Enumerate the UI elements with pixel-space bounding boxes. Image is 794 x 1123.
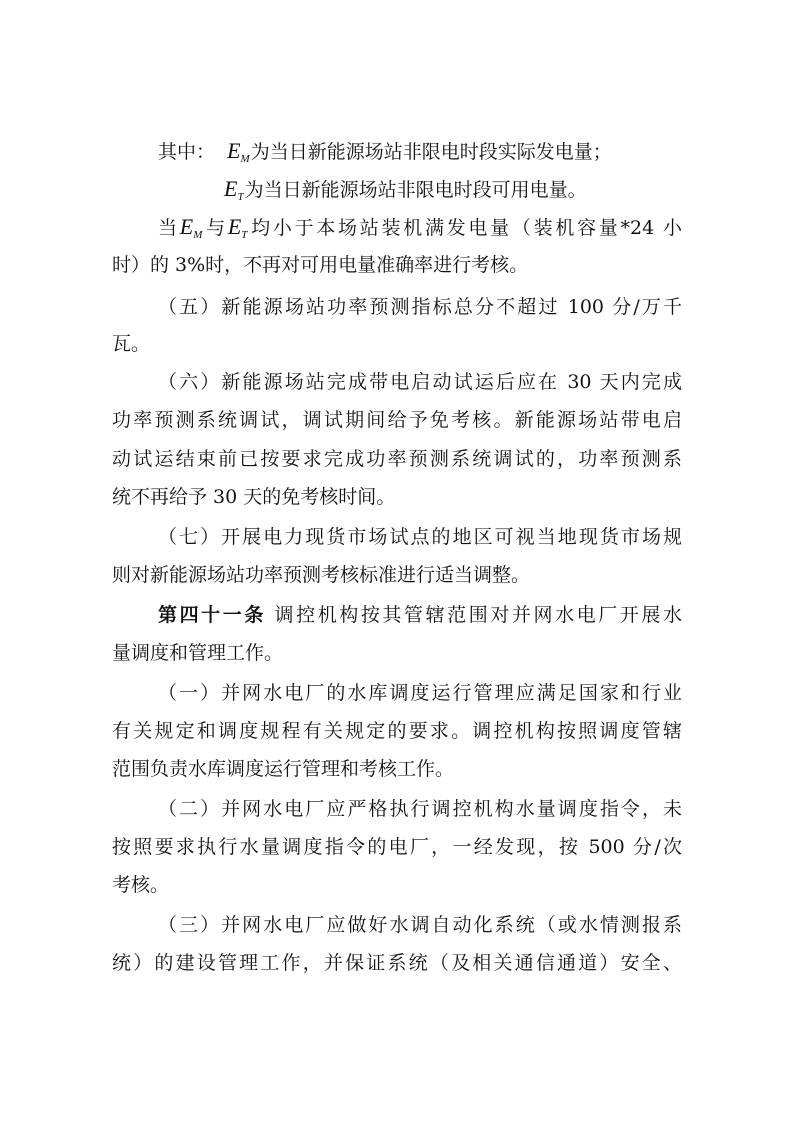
article-41-title: 第四十一条: [158, 604, 266, 626]
article-41-line-1: 第四十一条 调控机构按其管辖范围对并网水电厂开展水: [158, 604, 682, 626]
item1-line-1: （一）并网水电厂的水库调度运行管理应满足国家和行业: [158, 682, 682, 704]
formula-line-et: $E_T$为当日新能源场站非限电时段可用电量。: [224, 176, 587, 203]
para7-line-1: （七）开展电力现货市场试点的地区可视当地现货市场规: [158, 526, 682, 548]
para5-line-2: 瓦。: [112, 333, 151, 355]
subscript-t: T: [237, 191, 244, 203]
item3-line-1: （三）并网水电厂应做好水调自动化系统（或水情测报系: [158, 914, 682, 936]
para6-line-4: 统不再给予 30 天的免考核时间。: [112, 486, 396, 508]
para6-line-1: （六）新能源场站完成带电启动试运后应在 30 天内完成: [158, 371, 682, 393]
formula-condition-line-2: 时）的 3%时，不再对可用电量准确率进行考核。: [112, 254, 529, 276]
para6-line-2: 功率预测系统调试，调试期间给予免考核。新能源场站带电启: [112, 409, 682, 431]
subscript-m: M: [240, 153, 250, 165]
symbol-e: E: [227, 138, 241, 163]
article-41-line-2: 量调度和管理工作。: [112, 642, 284, 664]
item1-line-3: 范围负责水库调度运行管理和考核工作。: [112, 758, 455, 780]
para7-line-2: 则对新能源场站功率预测考核标准进行适当调整。: [112, 564, 531, 586]
item2-line-2: 按照要求执行水量调度指令的电厂，一经发现，按 500 分/次: [112, 836, 682, 858]
item3-line-2: 统）的建设管理工作，并保证系统（及相关通信通道）安全、: [112, 952, 682, 974]
symbol-e: E: [224, 176, 238, 201]
para6-line-3: 动试运结束前已按要求完成功率预测系统调试的，功率预测系: [112, 448, 682, 470]
formula-line-em: 其中： $E_M$为当日新能源场站非限电时段实际发电量；: [158, 138, 612, 165]
item2-line-1: （二）并网水电厂应严格执行调控机构水量调度指令，未: [158, 798, 682, 820]
item1-line-2: 有关规定和调度规程有关规定的要求。调控机构按照调度管辖: [112, 720, 682, 742]
item2-line-3: 考核。: [112, 874, 170, 896]
formula-condition-line: 当$E_M$与$E_T$均小于本场站装机满发电量（装机容量*24 小: [158, 214, 682, 241]
para5-line-1: （五）新能源场站功率预测指标总分不超过 100 分/万千: [158, 296, 682, 318]
